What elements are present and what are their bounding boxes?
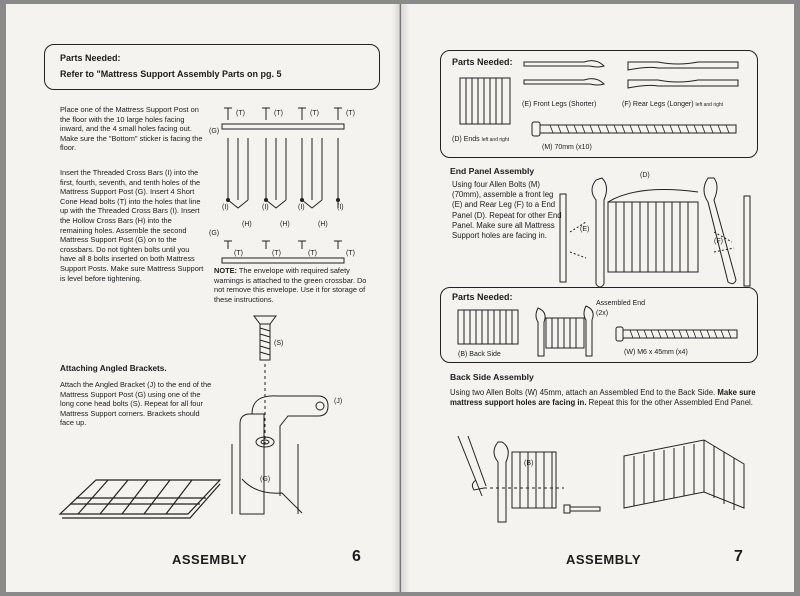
label-s: (S) [274, 340, 284, 347]
back-side-instructions [450, 388, 760, 408]
rear-legs-label [622, 101, 723, 108]
label-g-bracket: (G) [260, 476, 271, 483]
bolt-m6-label: (W) M6 x 45mm (x4) [624, 349, 688, 356]
ends-text: (D) Ends [452, 136, 480, 143]
assembled-end-qty: (2x) [596, 310, 609, 317]
back-side-diagram [448, 432, 748, 524]
label-i-2: (I) [262, 204, 269, 211]
label-t-7: (T) [308, 250, 317, 257]
label-t-2: (T) [274, 110, 283, 117]
end-panel-label-e: (E) [580, 226, 590, 233]
label-t-8: (T) [346, 250, 355, 257]
note-label: NOTE: [214, 266, 237, 275]
back-side-part-icon [454, 304, 524, 348]
safety-note [214, 266, 372, 304]
bolt-m6-icon [614, 326, 740, 342]
parts-needed-title-1: Parts Needed: [452, 57, 513, 67]
rear-legs-part-icon [626, 58, 746, 98]
cross-bar-instructions: Insert the Threaded Cross Bars (I) into the first, fourth, seventh, and tenth holes of the Mattress Support Post (G). Insert 4 Short Cone Head bolts (T) into the holes that line up with the Threaded Cross Bars (I). Insert the Hollow Cross Bars (H) into the remaining holes. Assemble the second Mattress Support Post (G) on to the crossbars. Do not tighten bolts until you have all 8 bolts inserted on both Mattress Support Posts. Make sure Mattress Support is level before tightening. [60, 168, 204, 283]
mattress-support-diagram [212, 104, 372, 264]
front-legs-label: (E) Front Legs (Shorter) [522, 101, 597, 108]
label-i-3: (I) [298, 204, 305, 211]
mattress-support-frame [56, 474, 224, 522]
front-legs-part-icon [522, 58, 618, 98]
bolt-70mm-icon [530, 120, 740, 138]
parts-needed-title-2: Parts Needed: [452, 292, 513, 302]
label-h-1: (H) [242, 221, 252, 228]
label-j: (J) [334, 398, 343, 405]
parts-reference: Refer to "Mattress Support Assembly Parts on pg. 5 [60, 69, 282, 79]
back-side-label-b: (B) [524, 460, 534, 467]
parts-needed-title-left: Parts Needed: [60, 53, 121, 63]
page-number-left: 6 [352, 548, 361, 565]
ends-note: left and right [481, 137, 510, 143]
end-panel-instructions: Using four Allen Bolts (M) (70mm), assemble a front leg (E) and Rear Leg (F) to a End Panel (D). Repeat for other End Panel. Make sure all Mattress Support holes are facing in. [452, 180, 562, 241]
label-g-bottom: (G) [209, 230, 220, 237]
assembled-end-label: Assembled End [596, 300, 646, 307]
label-i-4: (I) [337, 204, 344, 211]
assembled-end-part-icon [534, 300, 596, 360]
label-t-6: (T) [272, 250, 281, 257]
footer-title-right: ASSEMBLY [566, 552, 642, 567]
label-t-4: (T) [346, 110, 355, 117]
support-post-instructions: Place one of the Mattress Support Post on the floor with the 10 large holes facing inward, and the 4 small holes facing out. Make sure the "Bottom" sticker is facing the floor. [60, 105, 203, 153]
label-t-3: (T) [310, 110, 319, 117]
back-side-text-start: Using two Allen Bolts (W) 45mm, attach an Assembled End to the Back Side. [450, 388, 716, 397]
label-g-top: (G) [209, 128, 220, 135]
ends-label [452, 136, 509, 143]
label-t-5: (T) [234, 250, 243, 257]
parts-needed-box-left [44, 44, 380, 90]
angled-brackets-instructions: Attach the Angled Bracket (J) to the end of the Mattress Support Post (G) using one of the long cone head bolts (S). Repeat for all four Mattress Support corners. Brackets should face up. [60, 380, 212, 428]
footer-title-left: ASSEMBLY [172, 552, 248, 567]
back-side-title: Back Side Assembly [450, 372, 534, 382]
label-h-3: (H) [318, 221, 328, 228]
back-side-label: (B) Back Side [458, 351, 501, 358]
book-gutter [392, 4, 410, 592]
label-i-1: (I) [222, 204, 229, 211]
back-side-text-end: Repeat this for the other Assembled End Panel. [588, 398, 753, 408]
bolt-70mm-label: (M) 70mm (x10) [542, 144, 592, 151]
back-side-text-bold: Make sure mattress support holes are facing in. [450, 388, 756, 408]
rear-legs-note: left and right [695, 102, 724, 108]
label-h-2: (H) [280, 221, 290, 228]
end-panel-label-d: (D) [640, 172, 650, 179]
end-panel-label-f: (F) [714, 238, 723, 245]
end-panel-diagram [556, 172, 766, 298]
end-panel-part-icon [456, 72, 516, 132]
rear-legs-text: (F) Rear Legs (Longer) [622, 101, 694, 108]
page-number-right: 7 [734, 548, 743, 565]
note-text: The envelope with required safety warnings is attached to the green crossbar. Do not remove this envelope. Use it for storage of these instructions. [214, 266, 367, 304]
angled-brackets-title: Attaching Angled Brackets. [60, 364, 167, 373]
end-panel-title: End Panel Assembly [450, 166, 535, 176]
label-t-1: (T) [236, 110, 245, 117]
